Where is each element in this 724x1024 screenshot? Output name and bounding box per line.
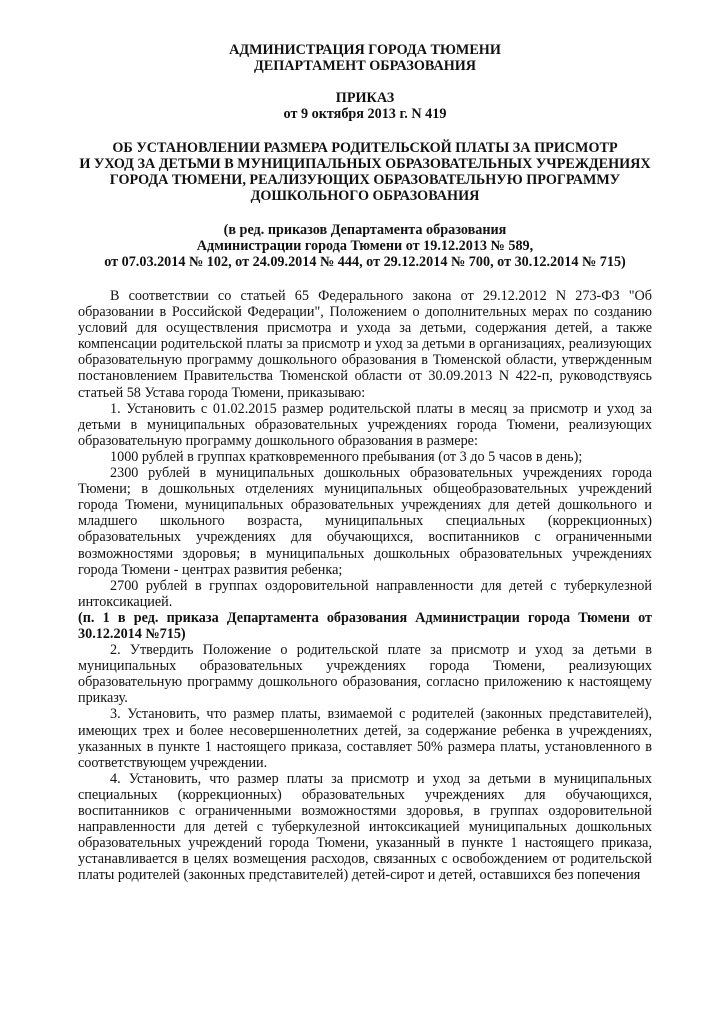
paragraph-item-3: 3. Установить, что размер платы, взимаемой с родителей (законных представителей), имеющих трех и более несовершеннолетних детей, за содержание ребенка в учреждениях, указанных в пункте 1 настоящего приказа, составляет 50% размера платы, установленного в соответствующем учреждении. xyxy=(78,706,652,771)
paragraph-item-1-amendment: (п. 1 в ред. приказа Департамента образования Администрации города Тюмени от 30.12.2014 №715) xyxy=(78,609,652,642)
order-heading xyxy=(78,90,652,122)
title-line: ДОШКОЛЬНОГО ОБРАЗОВАНИЯ xyxy=(250,188,480,204)
paragraph-fee-standard: 2300 рублей в муниципальных дошкольных образовательных учреждениях города Тюмени; в дошкольных отделениях муниципальных общеобразовательных учреждений города Тюмени, муниципальных образовательных учреждениях для детей дошкольного и младшего школьного возраста, муниципальных специальных (коррекционных) образовательных учреждениях для обучающихся, воспитанников с ограниченными возможностями здоровья; в муниципальных дошкольных образовательных учреждениях города Тюмени - центрах развития ребенка; xyxy=(78,465,652,578)
amendments-line: (в ред. приказов Департамента образования xyxy=(223,222,507,238)
paragraph-item-4: 4. Установить, что размер платы за присмотр и уход за детьми в муниципальных специальных (коррекционных) образовательных учреждениях для обучающихся, воспитанников с ограниченными возможностями здоровья, в группах оздоровительной направленности для детей с туберкулезной интоксикацией муниципальных дошкольных образовательных учреждений города Тюмени, указанный в пункте 1 настоящего приказа, устанавливается в целях возмещения расходов, связанных с освобождением от родительской платы родителей (законных представителей) детей-сирот и детей, оставшихся без попечения xyxy=(78,770,652,884)
amendments-line: от 07.03.2014 № 102, от 24.09.2014 № 444, от 29.12.2014 № 700, от 30.12.2014 № 715) xyxy=(104,254,626,270)
paragraph-fee-short-stay: 1000 рублей в группах кратковременного пребывания (от 3 до 5 часов в день); xyxy=(110,448,583,465)
title-line: ОБ УСТАНОВЛЕНИИ РАЗМЕРА РОДИТЕЛЬСКОЙ ПЛАТЫ ЗА ПРИСМОТР xyxy=(112,140,618,156)
amendments-note xyxy=(78,222,652,270)
title-line: ГОРОДА ТЮМЕНИ, РЕАЛИЗУЮЩИХ ОБРАЗОВАТЕЛЬНУЮ ПРОГРАММУ xyxy=(109,172,621,188)
paragraph-preamble: В соответствии со статьей 65 Федерального закона от 29.12.2012 N 273-ФЗ "Об образовании в Российской Федерации", Положением о дополнительных мерах по созданию условий для осуществления присмотра и ухода за детьми, содержания детей, а также компенсации родительской платы за присмотр и уход за детьми в организациях, реализующих образовательную программу дошкольного образования в Тюменской области, утвержденным постановлением Правительства Тюменской области от 30.09.2013 N 422-п, руководствуясь статьей 58 Устава города Тюмени, приказываю: xyxy=(78,288,652,401)
paragraph-item-2: 2. Утвердить Положение о родительской плате за присмотр и уход за детьми в муниципальных образовательных учреждениях города Тюмени, реализующих образовательную программу дошкольного образования, согласно приложению к настоящему приказу. xyxy=(78,642,652,707)
order-date-number: от 9 октября 2013 г. N 419 xyxy=(283,106,447,122)
paragraph-item-1: 1. Установить с 01.02.2015 размер родительской платы в месяц за присмотр и уход за детьми в муниципальных образовательных учреждениях города Тюмени, реализующих образовательную программу дошкольного образования в размере: xyxy=(78,400,652,449)
document-title xyxy=(78,140,652,204)
title-line: И УХОД ЗА ДЕТЬМИ В МУНИЦИПАЛЬНЫХ ОБРАЗОВАТЕЛЬНЫХ УЧРЕЖДЕНИЯХ xyxy=(79,156,651,172)
order-type: ПРИКАЗ xyxy=(335,90,395,106)
document-body xyxy=(78,288,652,883)
document-header xyxy=(78,42,652,74)
amendments-line: Администрации города Тюмени от 19.12.2013 № 589, xyxy=(196,238,534,254)
header-department: ДЕПАРТАМЕНТ ОБРАЗОВАНИЯ xyxy=(253,58,477,74)
header-administration: АДМИНИСТРАЦИЯ ГОРОДА ТЮМЕНИ xyxy=(229,42,501,58)
paragraph-fee-health: 2700 рублей в группах оздоровительной направленности для детей с туберкулезной интоксикацией. xyxy=(78,577,652,610)
